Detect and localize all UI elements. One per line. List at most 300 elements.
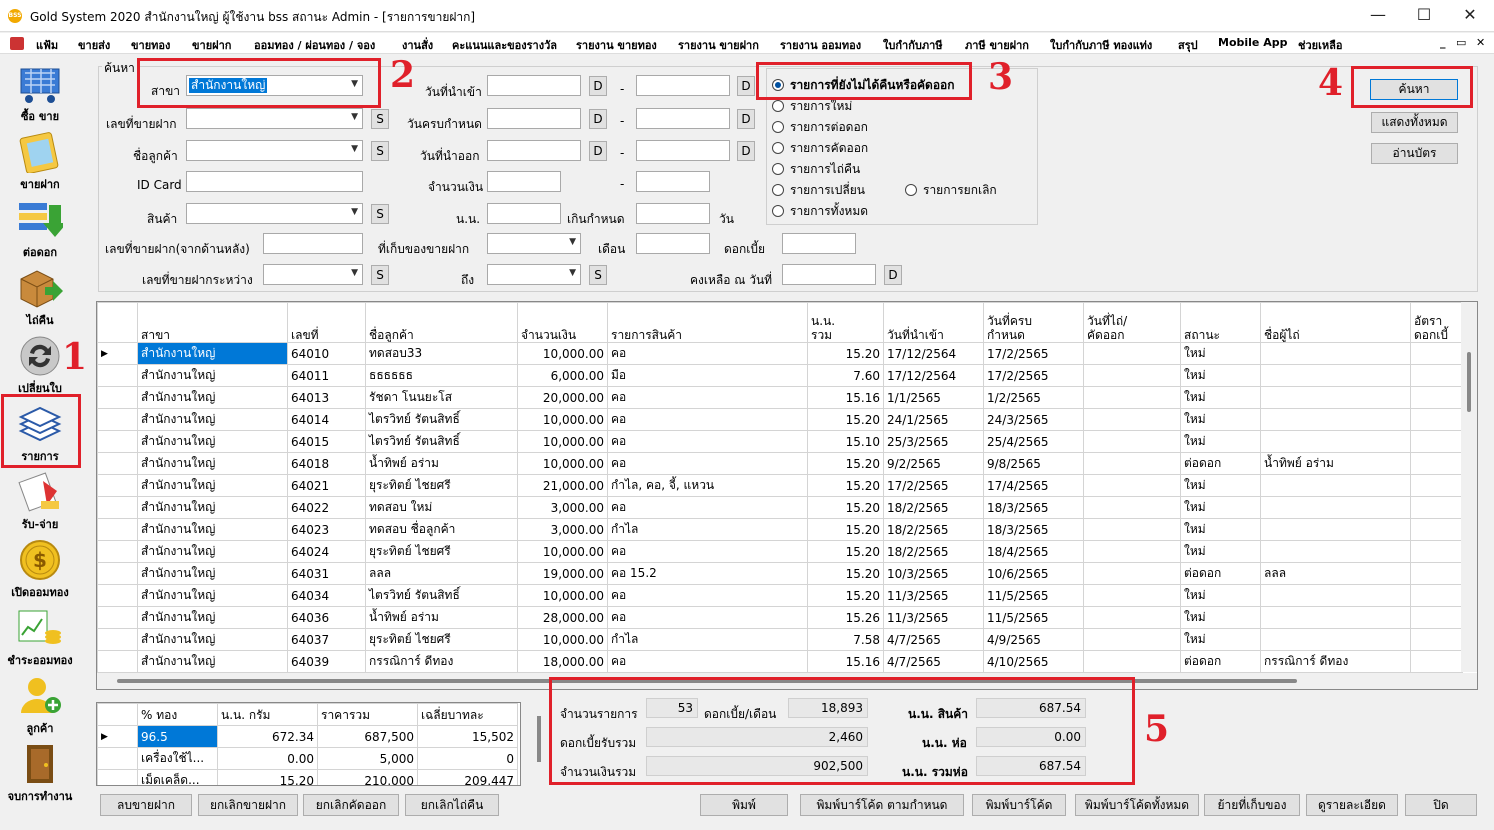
table-cell[interactable]: 15.16 [808, 651, 884, 673]
filter-new[interactable]: รายการใหม่ [772, 97, 852, 116]
splitter[interactable] [537, 716, 541, 762]
gold-row[interactable] [98, 770, 518, 787]
table-cell[interactable]: สำนักงานใหญ่ [138, 629, 288, 651]
table-cell[interactable]: ไตรวิทย์ รัตนสิทธิ์ [366, 585, 518, 607]
gold-cell[interactable]: 672.34 [218, 726, 318, 748]
table-cell[interactable]: 4/7/2565 [884, 629, 984, 651]
table-cell[interactable]: 64018 [288, 453, 366, 475]
table-cell[interactable] [1084, 541, 1181, 563]
filter-cancelled[interactable]: รายการยกเลิก [905, 181, 997, 200]
column-header[interactable]: วันที่ไถ่/ คัดออก [1084, 303, 1181, 343]
table-cell[interactable] [1261, 585, 1411, 607]
column-header[interactable]: สถานะ [1181, 303, 1261, 343]
table-cell[interactable] [1084, 629, 1181, 651]
gold-column-header[interactable]: น.น. กรัม [218, 704, 318, 726]
customer-search-button[interactable]: S [371, 141, 389, 161]
table-cell[interactable]: ยุระทิตย์ ไชยศรี [366, 629, 518, 651]
table-cell[interactable]: 10,000.00 [518, 343, 608, 365]
row-selector[interactable] [98, 607, 138, 629]
table-cell[interactable]: 18/3/2565 [984, 519, 1084, 541]
table-cell[interactable]: 7.58 [808, 629, 884, 651]
table-cell[interactable]: 15.20 [808, 585, 884, 607]
gold-cell[interactable]: 687,500 [318, 726, 418, 748]
table-cell[interactable] [1411, 519, 1463, 541]
table-cell[interactable]: สำนักงานใหญ่ [138, 365, 288, 387]
table-cell[interactable] [1084, 585, 1181, 607]
table-cell[interactable]: สำนักงานใหญ่ [138, 607, 288, 629]
idcard-input[interactable] [186, 171, 363, 192]
row-selector[interactable] [98, 519, 138, 541]
table-row[interactable] [98, 629, 1463, 651]
table-cell[interactable]: 64011 [288, 365, 366, 387]
row-selector[interactable] [98, 387, 138, 409]
table-cell[interactable]: สำนักงานใหญ่ [138, 475, 288, 497]
table-cell[interactable] [1411, 431, 1463, 453]
table-cell[interactable]: คอ [608, 541, 808, 563]
table-cell[interactable]: 10,000.00 [518, 431, 608, 453]
vertical-scrollbar[interactable] [1461, 302, 1477, 672]
table-cell[interactable]: กำไล, คอ, จี้, แหวน [608, 475, 808, 497]
table-cell[interactable]: 17/2/2565 [984, 365, 1084, 387]
gold-cell[interactable]: เครื่องใช้ไ... [138, 748, 218, 770]
table-cell[interactable]: 28,000.00 [518, 607, 608, 629]
table-cell[interactable]: ยุระทิตย์ ไชยศรี [366, 541, 518, 563]
table-cell[interactable]: 10/3/2565 [884, 563, 984, 585]
table-cell[interactable] [1411, 541, 1463, 563]
table-cell[interactable]: สำนักงานใหญ่ [138, 431, 288, 453]
row-selector[interactable]: ▶ [98, 343, 138, 365]
table-cell[interactable]: 24/3/2565 [984, 409, 1084, 431]
table-cell[interactable]: คอ [608, 585, 808, 607]
table-cell[interactable]: 15.20 [808, 453, 884, 475]
table-cell[interactable]: 17/2/2565 [884, 475, 984, 497]
table-cell[interactable]: 15.20 [808, 409, 884, 431]
table-cell[interactable]: ใหม่ [1181, 607, 1261, 629]
sidebar-item-buy-sell[interactable] [2, 59, 78, 125]
table-cell[interactable] [1084, 475, 1181, 497]
scrollbar-thumb[interactable] [1467, 352, 1471, 412]
pawn-no-select[interactable] [186, 108, 363, 129]
column-header[interactable]: สาขา [138, 303, 288, 343]
print-barcode-all-button[interactable]: พิมพ์บาร์โค้ดทั้งหมด [1075, 794, 1199, 816]
date-in-to-picker-button[interactable]: D [737, 76, 755, 96]
gold-column-header[interactable]: % ทอง [138, 704, 218, 726]
cancel-redeem-button[interactable]: ยกเลิกไถ่คืน [405, 794, 499, 816]
table-cell[interactable] [1411, 409, 1463, 431]
table-cell[interactable]: 64031 [288, 563, 366, 585]
table-cell[interactable]: มือ [608, 365, 808, 387]
interest-input[interactable] [782, 233, 856, 254]
table-cell[interactable] [1411, 563, 1463, 585]
menu-help[interactable]: ช่วยเหลือ [1298, 39, 1343, 52]
table-cell[interactable]: สำนักงานใหญ่ [138, 409, 288, 431]
menu-tax-bar[interactable]: ใบกำกับภาษี ทองแท่ง [1050, 39, 1153, 52]
table-cell[interactable]: ใหม่ [1181, 519, 1261, 541]
gold-cell[interactable]: 15.20 [218, 770, 318, 787]
table-cell[interactable]: ทดสอบ ใหม่ [366, 497, 518, 519]
menu-orders[interactable]: งานสั่ง [402, 39, 434, 52]
table-row[interactable] [98, 651, 1463, 673]
mdi-close-button[interactable]: ✕ [1476, 36, 1486, 49]
column-header[interactable]: น.น. รวม [808, 303, 884, 343]
table-cell[interactable]: 64039 [288, 651, 366, 673]
table-cell[interactable] [1084, 563, 1181, 585]
pawn-no-back-input[interactable] [263, 233, 363, 254]
date-in-to-input[interactable] [636, 75, 730, 96]
pawn-range-to-search-button[interactable]: S [589, 265, 607, 285]
table-cell[interactable]: 6,000.00 [518, 365, 608, 387]
row-selector[interactable] [98, 748, 138, 770]
table-cell[interactable] [1084, 651, 1181, 673]
table-row[interactable] [98, 563, 1463, 585]
delete-pawn-button[interactable]: ลบขายฝาก [100, 794, 192, 816]
print-button[interactable]: พิมพ์ [700, 794, 788, 816]
menu-savings[interactable]: ออมทอง / ผ่อนทอง / จอง [254, 39, 376, 52]
table-cell[interactable]: 20,000.00 [518, 387, 608, 409]
table-cell[interactable] [1261, 607, 1411, 629]
due-date-from-picker-button[interactable]: D [589, 109, 607, 129]
table-cell[interactable]: 17/12/2564 [884, 365, 984, 387]
table-cell[interactable]: คอ 15.2 [608, 563, 808, 585]
table-cell[interactable]: 15.10 [808, 431, 884, 453]
table-cell[interactable]: 17/2/2565 [984, 343, 1084, 365]
table-cell[interactable]: ใหม่ [1181, 541, 1261, 563]
row-selector[interactable] [98, 563, 138, 585]
gold-cell[interactable]: 0.00 [218, 748, 318, 770]
table-cell[interactable] [1411, 365, 1463, 387]
gold-cell[interactable]: เม็ดเคล็ด... [138, 770, 218, 787]
column-header[interactable]: ชื่อผู้ไถ่ [1261, 303, 1411, 343]
menu-mobile[interactable]: Mobile App [1218, 36, 1288, 49]
mdi-restore-button[interactable]: ▭ [1456, 36, 1467, 49]
row-selector[interactable] [98, 585, 138, 607]
table-cell[interactable]: น้ำทิพย์ อร่าม [366, 453, 518, 475]
table-cell[interactable]: 64015 [288, 431, 366, 453]
table-cell[interactable]: 18/2/2565 [884, 519, 984, 541]
sidebar-item-customer[interactable] [2, 671, 78, 737]
table-cell[interactable]: 18/2/2565 [884, 497, 984, 519]
menu-pawn-tax[interactable]: ภาษี ขายฝาก [965, 39, 1029, 52]
menu-pawn[interactable]: ขายฝาก [192, 39, 232, 52]
table-cell[interactable]: 15.20 [808, 343, 884, 365]
table-cell[interactable]: คอ [608, 497, 808, 519]
table-cell[interactable] [1411, 607, 1463, 629]
table-row[interactable] [98, 607, 1463, 629]
table-cell[interactable]: ยุระทิตย์ ไชยศรี [366, 475, 518, 497]
row-selector[interactable] [98, 453, 138, 475]
table-cell[interactable]: ใหม่ [1181, 497, 1261, 519]
table-cell[interactable]: กรรณิการ์ ดีทอง [366, 651, 518, 673]
table-cell[interactable] [1084, 497, 1181, 519]
table-cell[interactable]: 10,000.00 [518, 585, 608, 607]
table-cell[interactable]: 64036 [288, 607, 366, 629]
table-row[interactable] [98, 519, 1463, 541]
table-cell[interactable]: 15.16 [808, 387, 884, 409]
table-cell[interactable]: 25/4/2565 [984, 431, 1084, 453]
date-out-from-picker-button[interactable]: D [589, 141, 607, 161]
search-button[interactable]: ค้นหา [1370, 79, 1458, 100]
sidebar-item-extend[interactable] [2, 195, 78, 261]
row-selector[interactable] [98, 431, 138, 453]
table-cell[interactable]: 3,000.00 [518, 519, 608, 541]
table-cell[interactable]: 10/6/2565 [984, 563, 1084, 585]
table-cell[interactable]: สำนักงานใหญ่ [138, 387, 288, 409]
table-cell[interactable]: คอ [608, 607, 808, 629]
sidebar-item-pawn[interactable] [2, 127, 78, 193]
gold-cell[interactable]: 96.5 [138, 726, 218, 748]
table-cell[interactable]: 18,000.00 [518, 651, 608, 673]
menu-report-gold[interactable]: รายงาน ขายทอง [576, 39, 657, 52]
menu-report-savings[interactable]: รายงาน ออมทอง [780, 39, 862, 52]
gold-row[interactable] [98, 726, 518, 748]
print-barcode-button[interactable]: พิมพ์บาร์โค้ด [972, 794, 1066, 816]
table-cell[interactable]: ต่อดอก [1181, 651, 1261, 673]
table-cell[interactable]: ใหม่ [1181, 387, 1261, 409]
table-cell[interactable]: 11/5/2565 [984, 585, 1084, 607]
table-cell[interactable]: 18/2/2565 [884, 541, 984, 563]
table-cell[interactable]: ใหม่ [1181, 343, 1261, 365]
pawn-range-from-select[interactable] [263, 264, 363, 285]
table-cell[interactable]: 1/2/2565 [984, 387, 1084, 409]
menu-points[interactable]: คะแนนและของรางวัล [452, 39, 558, 52]
filter-extended[interactable]: รายการต่อดอก [772, 118, 868, 137]
filter-redeemed[interactable]: รายการไถ่คืน [772, 160, 860, 179]
gold-cell[interactable]: 209,447 [418, 770, 518, 787]
table-cell[interactable] [1084, 453, 1181, 475]
table-cell[interactable] [1411, 387, 1463, 409]
table-cell[interactable]: 64022 [288, 497, 366, 519]
filter-changed[interactable]: รายการเปลี่ยน [772, 181, 865, 200]
table-cell[interactable]: 64037 [288, 629, 366, 651]
gold-column-header[interactable]: เฉลี่ยบาทละ [418, 704, 518, 726]
row-selector[interactable] [98, 541, 138, 563]
sidebar-item-receive-pay[interactable] [2, 467, 78, 533]
table-cell[interactable]: 15.20 [808, 497, 884, 519]
table-cell[interactable]: สำนักงานใหญ่ [138, 585, 288, 607]
gold-row[interactable] [98, 748, 518, 770]
column-header[interactable]: อัตรา ดอกเบี้ [1411, 303, 1463, 343]
table-cell[interactable]: 10,000.00 [518, 629, 608, 651]
table-cell[interactable]: คอ [608, 651, 808, 673]
table-cell[interactable] [1084, 431, 1181, 453]
table-cell[interactable]: 15.20 [808, 475, 884, 497]
table-cell[interactable] [1084, 519, 1181, 541]
table-cell[interactable] [1411, 343, 1463, 365]
table-cell[interactable]: ใหม่ [1181, 431, 1261, 453]
maximize-button[interactable]: ☐ [1416, 5, 1432, 24]
table-cell[interactable] [1411, 453, 1463, 475]
move-storage-button[interactable]: ย้ายที่เก็บของ [1204, 794, 1300, 816]
pawn-range-from-search-button[interactable]: S [371, 265, 389, 285]
gold-summary-grid[interactable] [96, 702, 521, 786]
table-cell[interactable]: 15.20 [808, 563, 884, 585]
table-cell[interactable]: ต่อดอก [1181, 563, 1261, 585]
sidebar-item-open-savings[interactable] [2, 535, 78, 601]
pawn-no-search-button[interactable]: S [371, 109, 389, 129]
due-date-to-input[interactable] [636, 108, 730, 129]
table-cell[interactable]: 24/1/2565 [884, 409, 984, 431]
table-cell[interactable] [1261, 475, 1411, 497]
table-cell[interactable] [1084, 343, 1181, 365]
gold-cell[interactable]: 15,502 [418, 726, 518, 748]
table-cell[interactable]: สำนักงานใหญ่ [138, 519, 288, 541]
balance-date-picker-button[interactable]: D [884, 265, 902, 285]
table-cell[interactable]: 64010 [288, 343, 366, 365]
table-cell[interactable] [1084, 387, 1181, 409]
table-cell[interactable]: 64021 [288, 475, 366, 497]
table-cell[interactable] [1261, 519, 1411, 541]
product-search-button[interactable]: S [371, 204, 389, 224]
table-row[interactable] [98, 365, 1463, 387]
close-button[interactable]: ปิด [1405, 794, 1477, 816]
table-cell[interactable]: 4/9/2565 [984, 629, 1084, 651]
amount-to-input[interactable] [636, 171, 710, 192]
gold-cell[interactable]: 5,000 [318, 748, 418, 770]
table-cell[interactable]: 9/8/2565 [984, 453, 1084, 475]
table-cell[interactable] [1084, 365, 1181, 387]
table-cell[interactable]: 18/3/2565 [984, 497, 1084, 519]
table-cell[interactable]: 64034 [288, 585, 366, 607]
table-cell[interactable] [1261, 387, 1411, 409]
table-cell[interactable] [1411, 651, 1463, 673]
table-cell[interactable]: คอ [608, 387, 808, 409]
read-card-button[interactable]: อ่านบัตร [1371, 143, 1458, 164]
due-date-to-picker-button[interactable]: D [737, 109, 755, 129]
filter-all[interactable]: รายการทั้งหมด [772, 202, 868, 221]
table-row[interactable] [98, 409, 1463, 431]
table-cell[interactable]: 4/7/2565 [884, 651, 984, 673]
table-cell[interactable]: 15.20 [808, 519, 884, 541]
table-cell[interactable]: 10,000.00 [518, 541, 608, 563]
table-cell[interactable]: สำนักงานใหญ่ [138, 651, 288, 673]
table-cell[interactable]: 11/3/2565 [884, 607, 984, 629]
menu-sell-gold[interactable]: ขายทอง [131, 39, 171, 52]
table-cell[interactable]: คอ [608, 453, 808, 475]
row-selector[interactable] [98, 365, 138, 387]
table-cell[interactable]: 25/3/2565 [884, 431, 984, 453]
table-row[interactable] [98, 541, 1463, 563]
table-cell[interactable] [1084, 409, 1181, 431]
row-selector[interactable] [98, 770, 138, 787]
filter-cut[interactable]: รายการคัดออก [772, 139, 868, 158]
row-selector[interactable] [98, 497, 138, 519]
menu-summary[interactable]: สรุป [1178, 39, 1198, 52]
menu-tax-invoice[interactable]: ใบกำกับภาษี [883, 39, 943, 52]
table-cell[interactable]: 21,000.00 [518, 475, 608, 497]
table-cell[interactable] [1261, 343, 1411, 365]
table-cell[interactable]: กำไล [608, 519, 808, 541]
due-date-from-input[interactable] [487, 108, 581, 129]
column-header[interactable]: จำนวนเงิน [518, 303, 608, 343]
table-cell[interactable] [1411, 585, 1463, 607]
table-row[interactable] [98, 475, 1463, 497]
amount-from-input[interactable] [487, 171, 561, 192]
cancel-cut-button[interactable]: ยกเลิกคัดออก [303, 794, 399, 816]
table-cell[interactable]: 19,000.00 [518, 563, 608, 585]
date-out-from-input[interactable] [487, 140, 581, 161]
column-header[interactable]: เลขที่ [288, 303, 366, 343]
pawn-list-grid[interactable] [96, 301, 1478, 690]
table-cell[interactable]: 9/2/2565 [884, 453, 984, 475]
table-cell[interactable]: 10,000.00 [518, 409, 608, 431]
overdue-days-input[interactable] [636, 203, 710, 224]
show-all-button[interactable]: แสดงทั้งหมด [1371, 112, 1458, 133]
table-cell[interactable]: สำนักงานใหญ่ [138, 343, 288, 365]
table-cell[interactable]: 64014 [288, 409, 366, 431]
table-row[interactable] [98, 585, 1463, 607]
table-cell[interactable]: 64024 [288, 541, 366, 563]
sidebar-item-redeem[interactable] [2, 263, 78, 329]
details-button[interactable]: ดูรายละเอียด [1306, 794, 1398, 816]
table-row[interactable] [98, 497, 1463, 519]
table-cell[interactable] [1261, 629, 1411, 651]
filter-not-returned[interactable]: รายการที่ยังไม่ได้คืนหรือคัดออก [772, 76, 955, 95]
table-cell[interactable]: 17/4/2565 [984, 475, 1084, 497]
sidebar-item-exit[interactable] [2, 739, 78, 805]
table-cell[interactable]: คอ [608, 343, 808, 365]
table-cell[interactable]: ใหม่ [1181, 409, 1261, 431]
table-cell[interactable] [1411, 497, 1463, 519]
table-cell[interactable]: 4/10/2565 [984, 651, 1084, 673]
table-cell[interactable] [1261, 431, 1411, 453]
table-cell[interactable]: ใหม่ [1181, 585, 1261, 607]
table-row[interactable] [98, 387, 1463, 409]
row-selector[interactable] [98, 629, 138, 651]
table-cell[interactable] [1261, 409, 1411, 431]
table-cell[interactable]: กำไล [608, 629, 808, 651]
table-cell[interactable]: สำนักงานใหญ่ [138, 453, 288, 475]
row-selector[interactable] [98, 475, 138, 497]
minimize-button[interactable]: — [1370, 5, 1386, 24]
print-barcode-due-button[interactable]: พิมพ์บาร์โค้ด ตามกำหนด [800, 794, 964, 816]
weight-input[interactable] [487, 203, 561, 224]
table-cell[interactable]: ไตรวิทย์ รัตนสิทธิ์ [366, 409, 518, 431]
month-input[interactable] [636, 233, 710, 254]
table-cell[interactable]: ลลล [366, 563, 518, 585]
table-cell[interactable]: น้ำทิพย์ อร่าม [1261, 453, 1411, 475]
sidebar-item-pay-savings[interactable] [2, 603, 78, 669]
customer-select[interactable] [186, 140, 363, 161]
table-cell[interactable]: ใหม่ [1181, 629, 1261, 651]
table-cell[interactable]: 17/12/2564 [884, 343, 984, 365]
row-selector[interactable] [98, 409, 138, 431]
table-cell[interactable]: ทดสอบ33 [366, 343, 518, 365]
menu-file[interactable]: แฟ้ม [36, 39, 59, 52]
table-cell[interactable] [1261, 541, 1411, 563]
column-header[interactable]: รายการสินค้า [608, 303, 808, 343]
table-cell[interactable] [1084, 607, 1181, 629]
table-cell[interactable]: 64013 [288, 387, 366, 409]
table-cell[interactable]: ธธธธธธ [366, 365, 518, 387]
table-cell[interactable]: สำนักงานใหญ่ [138, 541, 288, 563]
column-header[interactable]: วันที่นำเข้า [884, 303, 984, 343]
table-cell[interactable]: ไตรวิทย์ รัตนสิทธิ์ [366, 431, 518, 453]
table-cell[interactable] [1261, 497, 1411, 519]
table-row[interactable] [98, 453, 1463, 475]
gold-cell[interactable]: 0 [418, 748, 518, 770]
menu-report-pawn[interactable]: รายงาน ขายฝาก [678, 39, 759, 52]
menu-wholesale[interactable]: ขายส่ง [78, 39, 111, 52]
date-in-from-input[interactable] [487, 75, 581, 96]
column-header[interactable]: วันที่ครบ กำหนด [984, 303, 1084, 343]
table-cell[interactable]: สำนักงานใหญ่ [138, 497, 288, 519]
date-out-to-input[interactable] [636, 140, 730, 161]
storage-select[interactable] [487, 233, 581, 254]
table-cell[interactable]: ใหม่ [1181, 475, 1261, 497]
pawn-range-to-select[interactable] [487, 264, 581, 285]
table-cell[interactable]: 18/4/2565 [984, 541, 1084, 563]
close-window-button[interactable]: ✕ [1463, 5, 1477, 24]
